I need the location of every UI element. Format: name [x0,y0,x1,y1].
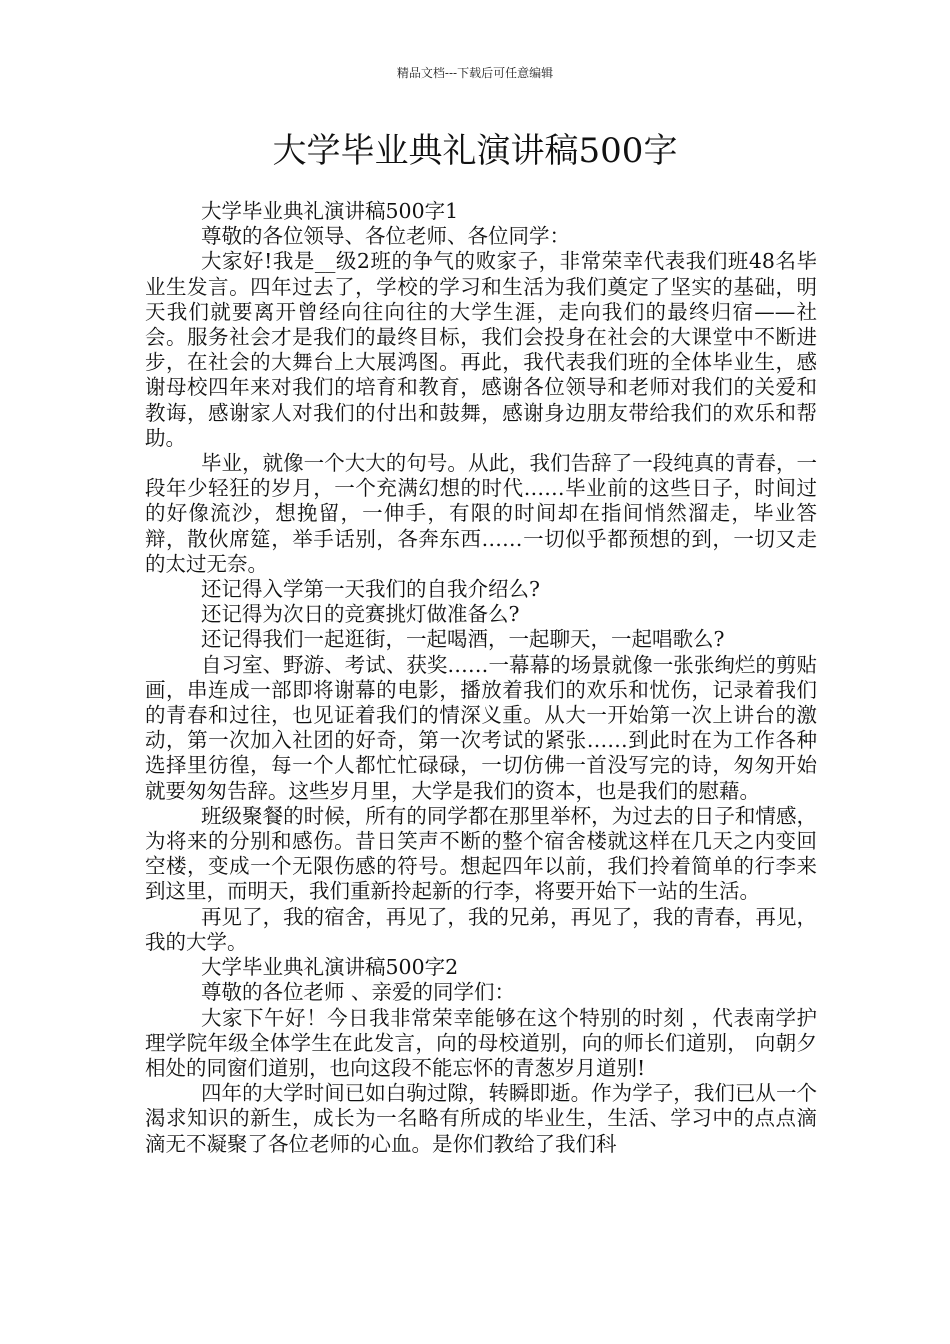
section-heading-1: 大学毕业典礼演讲稿500字1 [201,199,459,223]
body-paragraph: 大家好!我是__级2班的争气的败家子，非常荣幸代表我们班48名毕业生发言。四年过去了，学校的学习和生活为我们奠定了坚实的基础，明天我们就要离开曾经向往向往的大学生涯，走向我们的最终归宿——社会。服务社会才是我们的最终目标，我们会投身在社会的大课堂中不断进步，在社会的大舞台上大展鸿图。再此，我代表我们班的全体毕业生，感谢母校四年来对我们的培育和教育，感谢各位领导和老师对我们的关爱和教诲，感谢家人对我们的付出和鼓舞，感谢身边朋友带给我们的欢乐和帮助。 [145,249,817,450]
section-heading-2: 大学毕业典礼演讲稿500字2 [201,955,459,980]
body-paragraph: 还记得为次日的竞赛挑灯做准备么? [201,602,520,627]
document-body [145,199,817,1157]
page-header: 精品文档---下载后可任意编辑 [396,66,554,80]
body-paragraph: 还记得我们一起逛街，一起喝酒，一起聊天，一起唱歌么? [201,627,725,652]
body-paragraph: 四年的大学时间已如白驹过隙，转瞬即逝。作为学子，我们已从一个渴求知识的新生，成长为一名略有所成的毕业生，生活、学习中的点点滴滴无不凝聚了各位老师的心血。是你们教给了我们科 [145,1081,817,1156]
body-paragraph: 大家下午好！今日我非常荣幸能够在这个特别的时刻 ，代表南学护理学院年级全体学生在此发言，向的母校道别，向的师长们道别， 向朝夕相处的同窗们道别，也向这段不能忘怀的青葱岁月道别! [145,1005,817,1080]
body-paragraph: 再见了，我的宿舍，再见了，我的兄弟，再见了，我的青春，再见，我的大学。 [145,904,817,954]
document-title: 大学毕业典礼演讲稿500字 [272,131,678,171]
body-paragraph: 班级聚餐的时候，所有的同学都在那里举杯，为过去的日子和情感，为将来的分别和感伤。昔日笑声不断的整个宿舍楼就这样在几天之内变回空楼，变成一个无限伤感的符号。想起四年以前，我们拎着简单的行李来到这里，而明天，我们重新拎起新的行李，将要开始下一站的生活。 [145,803,817,904]
body-paragraph: 毕业，就像一个大大的句号。从此，我们告辞了一段纯真的青春，一段年少轻狂的岁月，一个充满幻想的时代……毕业前的这些日子，时间过的好像流沙，想挽留，一伸手，有限的时间却在指间悄然溜走，毕业答辩，散伙席筵，举手话别，各奔东西……一切似乎都预想的到，一切又走的太过无奈。 [145,451,817,576]
salutation-2: 尊敬的各位老师 、亲爱的同学们： [201,980,516,1005]
body-paragraph: 还记得入学第一天我们的自我介绍么? [201,577,540,602]
body-paragraph: 自习室、野游、考试、获奖……一幕幕的场景就像一张张绚烂的剪贴画，串连成一部即将谢幕的电影，播放着我们的欢乐和忧伤，记录着我们的青春和过往，也见证着我们的情深义重。从大一开始第一次上讲台的激动，第一次加入社团的好奇，第一次考试的紧张……到此时在为工作各种选择里彷徨，每一个人都忙忙碌碌，一切仿佛一首没写完的诗，匆匆开始就要匆匆告辞。这些岁月里，大学是我们的资本，也是我们的慰藉。 [145,652,817,803]
salutation-1: 尊敬的各位领导、各位老师、各位同学： [201,224,570,249]
